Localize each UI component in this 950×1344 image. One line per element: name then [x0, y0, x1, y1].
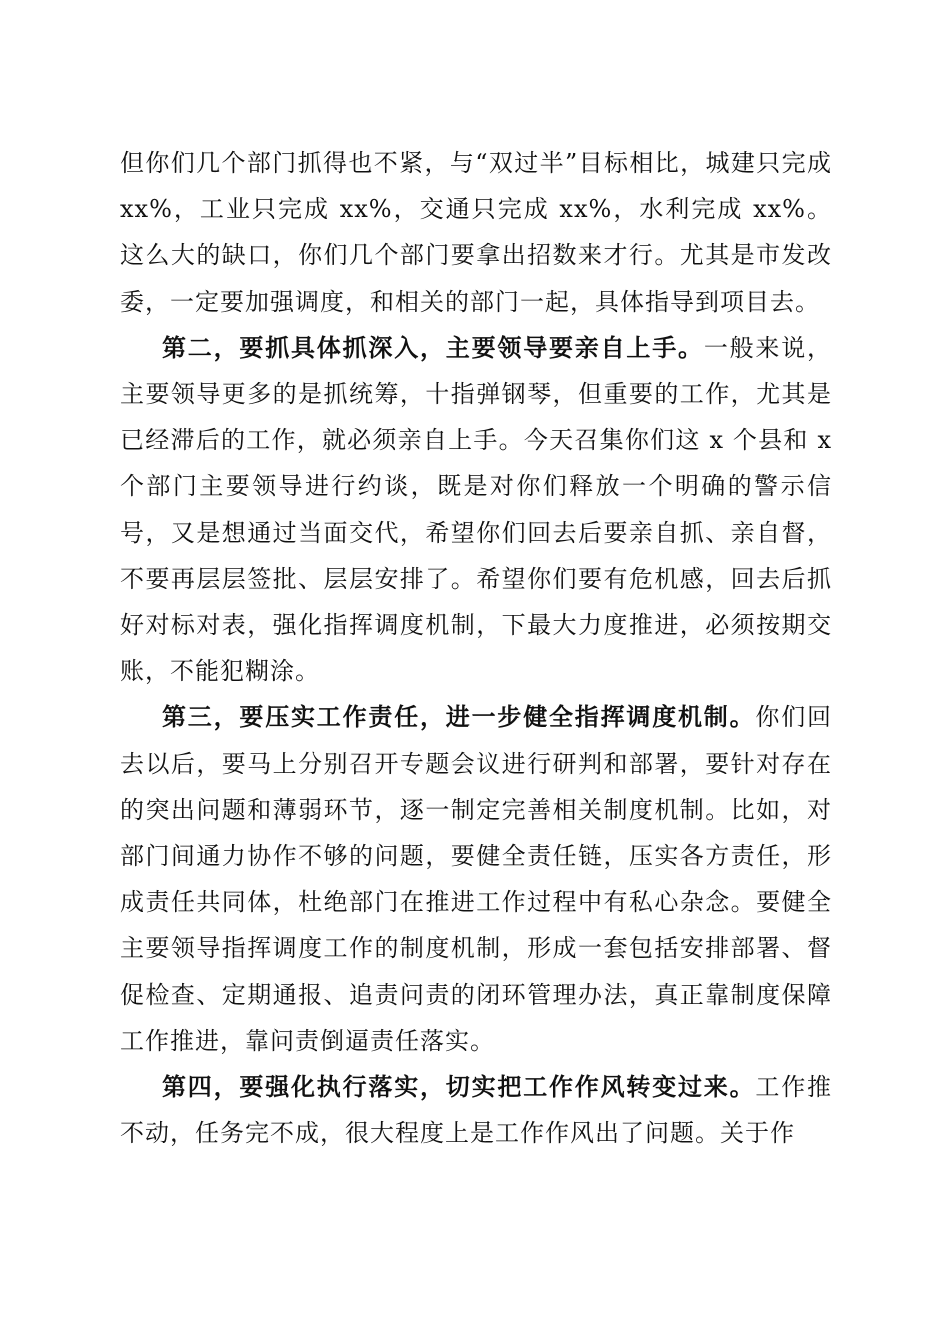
- paragraph-3: [120, 694, 832, 1064]
- document-page: [120, 140, 832, 1156]
- paragraph-2-text: 一般来说，主要领导更多的是抓统筹，十指弹钢琴，但重要的工作，尤其是已经滞后的工作，就必须亲自上手。今天召集你们这 x 个县和 x 个部门主要领导进行约谈，既是对你们释放一个明确的警示信号，又是想通过当面交代，希望你们回去后要亲自抓、亲自督，不要再层层签批、层层安排了。希望你们要有危机感，回去后抓好对标对表，强化指挥调度机制，下最大力度推进，必须按期交账，不能犯糊涂。: [120, 333, 833, 686]
- paragraph-2-heading: 第二，要抓具体抓深入，主要领导要亲自上手。: [162, 332, 704, 362]
- paragraph-3-heading: 第三，要压实工作责任，进一步健全指挥调度机制。: [162, 702, 756, 732]
- paragraph-1: [120, 140, 832, 325]
- paragraph-4-heading: 第四，要强化执行落实，切实把工作作风转变过来。: [162, 1072, 756, 1102]
- paragraph-3-text: 你们回去以后，要马上分别召开专题会议进行研判和部署，要针对存在的突出问题和薄弱环节，逐一制定完善相关制度机制。比如，对部门间通力协作不够的问题，要健全责任链，压实各方责任，形成责任共同体，杜绝部门在推进工作过程中有私心杂念。要健全主要领导指挥调度工作的制度机制，形成一套包括安排部署、督促检查、定期通报、追责问责的闭环管理办法，真正靠制度保障工作推进，靠问责倒逼责任落实。: [120, 703, 833, 1055]
- paragraph-4-text: 工作推不动，任务完不成，很大程度上是工作作风出了问题。关于作: [120, 1073, 833, 1148]
- paragraph-2: [120, 325, 832, 695]
- paragraph-4: [120, 1064, 832, 1156]
- paragraph-1-text: 但你们几个部门抓得也不紧，与“双过半”目标相比，城建只完成 xx%，工业只完成 xx%，交通只完成 xx%，水利完成 xx%。这么大的缺口，你们几个部门要拿出招数来才行。尤其是市发改委，一定要加强调度，和相关的部门一起，具体指导到项目去。: [120, 149, 832, 316]
